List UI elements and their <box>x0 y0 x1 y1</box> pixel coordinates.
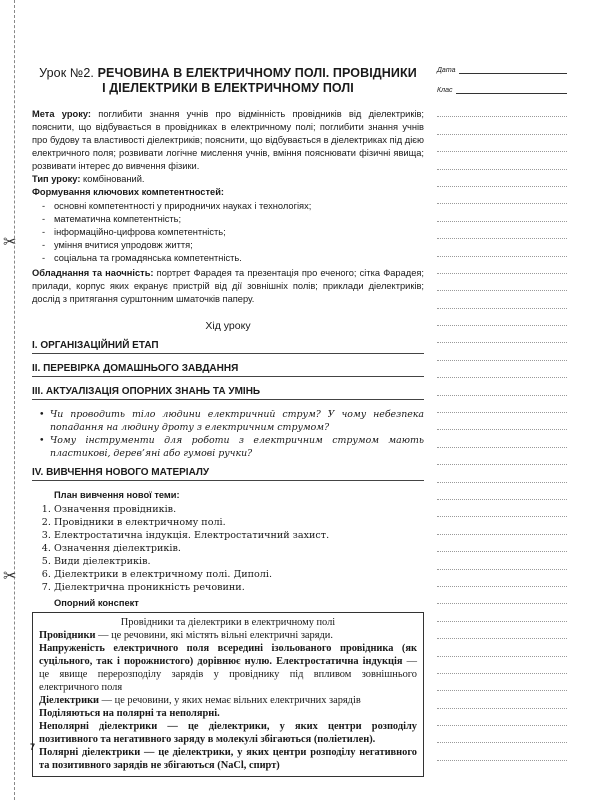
note-line <box>437 430 567 447</box>
note-line <box>437 361 567 378</box>
conspect-paragraph <box>39 746 417 772</box>
list-item: 2. Провідники в електричному полі. <box>54 516 424 529</box>
note-line <box>437 622 567 639</box>
note-line <box>437 291 567 308</box>
course-heading: Хід уроку <box>205 320 251 332</box>
questions-list <box>32 408 424 460</box>
type-text: комбінований. <box>83 174 145 184</box>
lesson-title-line-1: РЕЧОВИНА В ЕЛЕКТРИЧНОМУ ПОЛІ. ПРОВІДНИКИ <box>97 66 417 80</box>
scissors-icon: ✂ <box>3 234 17 251</box>
section-new-material: IV. ВИВЧЕННЯ НОВОГО МАТЕРІАЛУ <box>32 466 424 481</box>
note-line <box>437 604 567 621</box>
note-line <box>437 587 567 604</box>
term: Електростатична індукція <box>271 656 403 667</box>
definition: — це речовини, які містять вільні електричні заряди. <box>95 630 333 641</box>
list-item: 4. Означення діелектриків. <box>54 542 424 555</box>
list-item: 5. Види діелектриків. <box>54 555 424 568</box>
term: Неполярні діелектрики <box>39 721 158 732</box>
note-line <box>437 743 567 760</box>
note-line <box>437 552 567 569</box>
lesson-title-line-2: І ДІЕЛЕКТРИКИ В ЕЛЕКТРИЧНОМУ ПОЛІ <box>102 81 354 95</box>
class-field[interactable] <box>437 80 567 94</box>
note-line <box>437 500 567 517</box>
note-line <box>437 674 567 691</box>
conspect-heading: Опорний конспект <box>54 598 139 608</box>
note-line <box>437 135 567 152</box>
note-line <box>437 257 567 274</box>
conspect-paragraph <box>39 694 417 707</box>
equipment-text: портрет Фарадея та презентація про еченого; сітка Фарадея; прилади, корпус яких екранує пристрій від дії зовнішніх полів; приклади діелектриків; дослід з притягання сурштонним шматочків паперу. <box>32 268 424 304</box>
note-line <box>437 100 567 117</box>
equipment <box>32 267 424 306</box>
note-line <box>437 639 567 656</box>
definition: — це речовини, у яких немає вільних електричних зарядів <box>99 695 361 706</box>
competences-list <box>32 200 424 265</box>
note-line <box>437 170 567 187</box>
note-line <box>437 448 567 465</box>
conspect-paragraph <box>39 629 417 642</box>
note-line <box>437 274 567 291</box>
conspect-box <box>32 612 424 777</box>
equipment-label: Обладнання та наочність: <box>32 268 154 278</box>
note-line <box>437 117 567 134</box>
lesson-number: Урок №2. <box>39 66 94 80</box>
term: Діелектрики <box>39 695 100 706</box>
section-organizational: І. ОРГАНІЗАЦІЙНИЙ ЕТАП <box>32 339 424 354</box>
definition: — це явище перерозподілу зарядів у провіднику під впливом зовнішнього електричного поля <box>39 656 417 693</box>
term: Полярні діелектрики <box>39 747 141 758</box>
note-line <box>437 152 567 169</box>
list-item: 6. Діелектрики в електричному полі. Диполі. <box>54 568 424 581</box>
notes-column <box>437 60 567 761</box>
plan-heading: План вивчення нової теми: <box>54 490 180 500</box>
definition: — це діелектрики, у яких центри розподілу позитивного та негативного заряду в молекулі збігаються (поліетилен). <box>39 721 417 745</box>
cut-margin-line <box>14 0 15 800</box>
type-label: Тип уроку: <box>32 174 81 184</box>
note-line <box>437 483 567 500</box>
note-line <box>437 709 567 726</box>
note-line <box>437 517 567 534</box>
note-line <box>437 413 567 430</box>
list-item: - уміння вчитися упродовж життя; <box>54 239 424 252</box>
conspect-paragraph <box>39 642 417 694</box>
scissors-icon: ✂ <box>3 568 17 585</box>
lesson-title <box>32 66 424 96</box>
lesson-content <box>32 66 424 777</box>
note-line <box>437 187 567 204</box>
note-line <box>437 239 567 256</box>
goal-text: поглибити знання учнів про відмінність провідників від діелектриків; пояснити, що відбувається в провідниках в електричному полі; поглибити знання учнів про будову та властивості діелектриків; пояснити, що відбувається в діелектриках під дією електричного поля; розвивати логічне мислення учнів, вміння пояснювати фізичні явища; розвивати інтерес до вивчення фізики. <box>32 109 425 171</box>
conspect-box-title: Провідники та діелектрики в електричному полі <box>120 617 336 628</box>
goal-label: Мета уроку: <box>32 109 91 119</box>
conspect-paragraph <box>39 707 417 720</box>
conspect-paragraph <box>39 720 417 746</box>
note-line <box>437 726 567 743</box>
note-line <box>437 570 567 587</box>
term: Провідники <box>39 630 96 641</box>
note-line <box>437 204 567 221</box>
date-field[interactable] <box>437 60 567 74</box>
date-line <box>459 65 567 74</box>
list-item: 1. Означення провідників. <box>54 503 424 516</box>
date-label: Дата <box>437 67 456 74</box>
list-item: - інформаційно-цифрова компетентність; <box>54 226 424 239</box>
list-item: • Чому інструменти для роботи з електричним струмом мають пластикові, дерев’яні або гумові ручки? <box>50 434 424 460</box>
list-item: - соціальна та громадянська компетентність. <box>54 252 424 265</box>
note-line <box>437 378 567 395</box>
note-line <box>437 691 567 708</box>
note-line <box>437 326 567 343</box>
class-line <box>456 85 567 94</box>
page-number: 7 <box>30 742 36 752</box>
list-item: 7. Діелектрична проникність речовини. <box>54 581 424 594</box>
definition: — це діелектрики, у яких центри розподілу негативного та позитивного зарядів не збігаються (NaCl, спирт) <box>39 747 417 771</box>
note-line <box>437 309 567 326</box>
competences-heading: Формування ключових компетентностей: <box>32 187 225 197</box>
note-line <box>437 535 567 552</box>
lesson-goal <box>32 108 424 173</box>
note-line <box>437 222 567 239</box>
note-line <box>437 657 567 674</box>
note-line <box>437 396 567 413</box>
list-item: • Чи проводить тіло людини електричний струм? У чому небезпека попадання на людину дроту з електричним струмом? <box>50 408 424 434</box>
list-item: - основні компетентності у природничих науках і технологіях; <box>54 200 424 213</box>
note-line <box>437 465 567 482</box>
section-homework-check: ІІ. ПЕРЕВІРКА ДОМАШНЬОГО ЗАВДАННЯ <box>32 362 424 377</box>
statement: Напруженість електричного поля всередині ізольованого провідника (як суцільного, так і порожнистого) дорівнює нулю. <box>39 643 417 667</box>
list-item: 3. Електростатична індукція. Електростатичний захист. <box>54 529 424 542</box>
statement: Поділяються на полярні та неполярні. <box>39 708 220 719</box>
note-line <box>437 343 567 360</box>
class-label: Клас <box>437 87 453 94</box>
plan-list <box>32 503 424 594</box>
lesson-type <box>32 173 424 186</box>
section-knowledge-update: ІІІ. АКТУАЛІЗАЦІЯ ОПОРНИХ ЗНАНЬ ТА УМІНЬ <box>32 385 424 400</box>
list-item: - математична компетентність; <box>54 213 424 226</box>
note-lines <box>437 100 567 761</box>
